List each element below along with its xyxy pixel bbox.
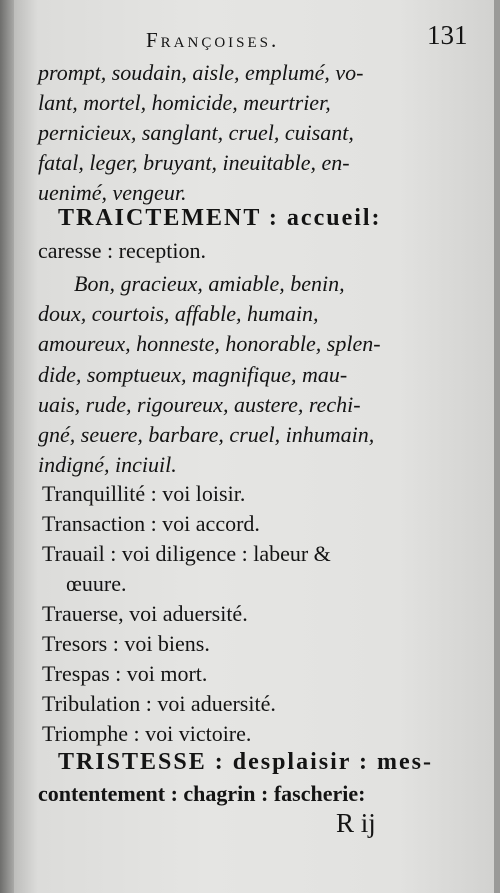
text-line: amoureux, honneste, honorable, splen- bbox=[38, 331, 381, 356]
entry-line: Tribulation : voi aduersité. bbox=[42, 691, 276, 716]
entry-line: Triomphe : voi victoire. bbox=[42, 721, 252, 746]
text-line: Bon, gracieux, amiable, benin, bbox=[74, 271, 345, 296]
running-title: Françoises. bbox=[146, 28, 280, 52]
entry-line: Trespas : voi mort. bbox=[42, 661, 208, 686]
text-line: contentement : chagrin : fascherie: bbox=[38, 781, 366, 806]
text-line: pernicieux, sanglant, cruel, cuisant, bbox=[38, 120, 354, 145]
entry-line: Transaction : voi accord. bbox=[42, 511, 260, 536]
text-line: indigné, inciuil. bbox=[38, 452, 177, 477]
entry-line: Trauerse, voi aduersité. bbox=[42, 601, 248, 626]
entry-line: œuure. bbox=[66, 571, 127, 596]
text-line: uenimé, vengeur. bbox=[38, 180, 187, 205]
book-gutter bbox=[0, 0, 14, 893]
signature-mark: R ij bbox=[336, 808, 376, 838]
entry-line: Trauail : voi diligence : labeur & bbox=[42, 541, 331, 566]
text-line: uais, rude, rigoureux, austere, rechi- bbox=[38, 392, 361, 417]
entry-heading: TRISTESSE : desplaisir : mes- bbox=[58, 749, 433, 775]
text-line: caresse : reception. bbox=[38, 238, 206, 263]
entry-heading: TRAICTEMENT : accueil: bbox=[58, 205, 382, 231]
entry-line: Tresors : voi biens. bbox=[42, 631, 210, 656]
text-line: lant, mortel, homicide, meurtrier, bbox=[38, 90, 331, 115]
book-page bbox=[14, 0, 494, 893]
entry-line: Tranquillité : voi loisir. bbox=[42, 481, 246, 506]
text-line: prompt, soudain, aisle, emplumé, vo- bbox=[38, 60, 364, 85]
text-line: doux, courtois, affable, humain, bbox=[38, 301, 319, 326]
page-number: 131 bbox=[427, 20, 468, 50]
text-line: dide, somptueux, magnifique, mau- bbox=[38, 362, 348, 387]
text-line: gné, seuere, barbare, cruel, inhumain, bbox=[38, 422, 375, 447]
text-line: fatal, leger, bruyant, ineuitable, en- bbox=[38, 150, 350, 175]
